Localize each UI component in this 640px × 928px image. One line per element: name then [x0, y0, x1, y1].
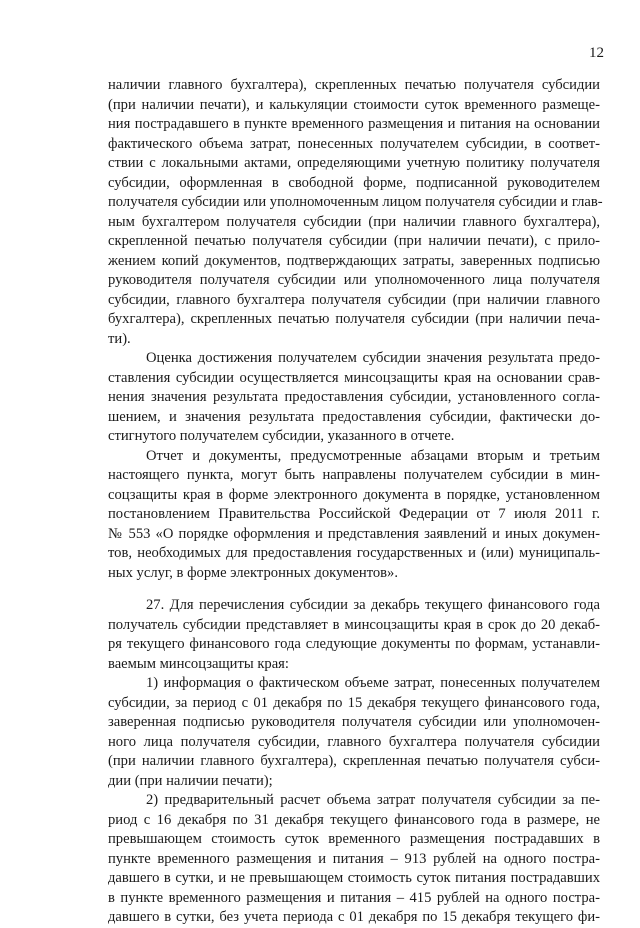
text-line: ря текущего финансового года следующие документы по формам, устанавли-: [108, 636, 600, 652]
text-line: наличии главного бухгалтера), скрепленных печатью получателя субсидии: [108, 77, 600, 93]
text-line: фактического объема затрат, понесенных получателем субсидии, в соответ-: [108, 135, 600, 152]
text-line: стигнутого получателем субсидии, указанного в отчете.: [108, 428, 455, 444]
text-line: нения значения результата предоставления субсидии, установленного согла-: [108, 389, 600, 405]
paragraph-continuation: [108, 76, 603, 349]
text-line: тов, необходимых для предоставления государственных и (или) муниципаль-: [108, 545, 600, 561]
text-line: ным бухгалтером получателя субсидии (при наличии главного бухгалтера),: [108, 213, 600, 230]
text-line: ствии с локальными актами, определяющими учетную политику получателя: [108, 155, 600, 171]
text-line: давшего в сутки, и не превышающем стоимость суток питания пострадавших: [108, 870, 600, 886]
text-line: дии (при наличии печати);: [108, 772, 273, 789]
text-line: руководителя получателя субсидии или уполномоченного лица получателя: [108, 272, 600, 288]
paragraph-subitem-1: [108, 674, 600, 791]
text-line: Отчет и документы, предусмотренные абзацами вторым и третьим: [146, 447, 600, 464]
text-line: 2) предварительный расчет объема затрат получателя субсидии за пе-: [146, 792, 600, 808]
text-line: 1) информация о фактическом объеме затрат, понесенных получателем: [146, 675, 600, 691]
text-line: ставления субсидии осуществляется минсоцзащиты края на основании срав-: [108, 369, 600, 386]
text-line: ного лица получателя субсидии, главного бухгалтера получателя субсидии: [108, 733, 600, 750]
paragraph-subitem-2: [108, 791, 600, 928]
text-line: риод с 16 декабря по 31 декабря текущего финансового года в размере, не: [108, 811, 600, 828]
text-line: скрепленной печатью получателя субсидии (при наличии печати), с прило-: [108, 233, 600, 249]
text-line: получатель субсидии представляет в минсоцзащиты края в срок до 20 декаб-: [108, 616, 600, 633]
text-line: получателя субсидии или уполномоченным лицом получателя субсидии и глав-: [108, 194, 603, 210]
text-line: субсидии, главного бухгалтера получателя субсидии (при наличии главного: [108, 291, 600, 308]
text-line: настоящего пункта, могут быть направлены получателем субсидии в мин-: [108, 467, 600, 483]
text-line: постановлением Правительства Российской Федерации от 7 июля 2011 г.: [108, 506, 600, 522]
paragraph-evaluation: [108, 349, 600, 447]
text-line: бухгалтера), скрепленных печатью получателя субсидии (при наличии печа-: [108, 311, 600, 327]
text-line: субсидии, оформленная в свободной форме, подписанной руководителем: [108, 174, 600, 191]
text-line: ваемым минсоцзащиты края:: [108, 655, 289, 672]
text-line: 27. Для перечисления субсидии за декабрь текущего финансового года: [146, 597, 600, 613]
text-line: субсидии, за период с 01 декабря по 15 декабря текущего финансового года,: [108, 694, 600, 711]
paragraph-report: [108, 447, 600, 584]
text-line: давшего в сутки, без учета периода с 01 декабря по 15 декабря текущего фи-: [108, 909, 600, 925]
text-line: превышающем стоимость суток временного размещения пострадавших в: [108, 831, 600, 847]
text-line: жением копий документов, подтверждающих затраты, заверенных подписью: [108, 252, 600, 269]
paragraph-item-27: [108, 596, 600, 674]
text-line: ти).: [108, 330, 131, 347]
text-line: ных услуг, в форме электронных документов».: [108, 564, 399, 581]
text-line: № 553 «О порядке оформления и представления заявлений и иных докумен-: [108, 525, 600, 542]
text-line: (при наличии главного бухгалтера), скрепленная печатью получателя субси-: [108, 753, 600, 769]
text-line: заверенная подписью руководителя получателя субсидии или уполномочен-: [108, 714, 600, 730]
page-number: 12: [589, 45, 604, 61]
text-line: (при наличии печати), и калькуляции стоимости суток временного размеще-: [108, 96, 600, 113]
text-line: Оценка достижения получателем субсидии значения результата предо-: [146, 350, 600, 366]
text-line: шением, и значения результата предоставления субсидии, фактически до-: [108, 408, 600, 425]
document-body: [108, 76, 603, 928]
text-line: пункте временного размещения и питания – 913 рублей на одного постра-: [108, 850, 600, 867]
paragraph-gap: [108, 583, 600, 596]
text-line: в пункте временного размещения и питания – 415 рублей на одного постра-: [108, 889, 600, 906]
text-line: ния пострадавшего в пункте временного размещения и питания на основании: [108, 116, 600, 132]
text-line: соцзащиты края в форме электронного документа в порядке, установленном: [108, 486, 600, 503]
